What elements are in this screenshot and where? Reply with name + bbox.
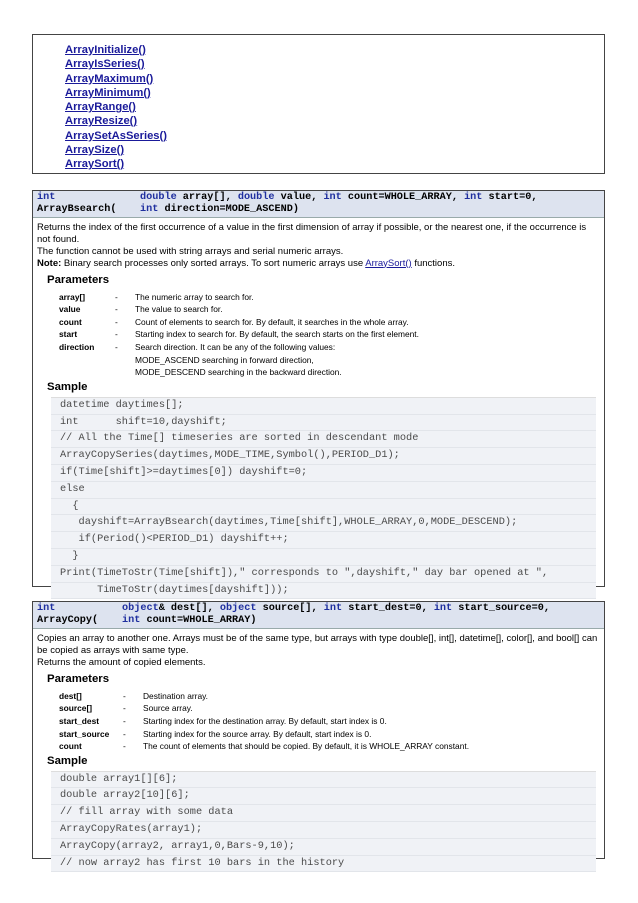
parameter-description-line: The value to search for. [135, 304, 223, 315]
description-text: Copies an array to another one. Arrays must be of the same type, but arrays with type double[], int[], datetime[], color[], and bool[] can be copied as arrays with same type. [37, 633, 598, 656]
parameter-name: dest[] [59, 690, 82, 701]
type-keyword: int [323, 603, 343, 614]
code-line: } [51, 549, 596, 566]
parameter-description-line: MODE_ASCEND searching in forward direction, [135, 354, 314, 365]
see-also-link[interactable]: ArrayRange() [65, 101, 136, 114]
parameter-description-line: The numeric array to search for. [135, 291, 254, 302]
parameter-description-line: Starting index for the source array. By default, start index is 0. [143, 728, 372, 739]
parameter-row [59, 715, 604, 728]
description-text-2: The function cannot be used with string arrays and serial numeric arrays. [37, 245, 344, 257]
signature-text: value, [274, 192, 324, 203]
description-text-2: Returns the amount of copied elements. [37, 656, 206, 668]
return-type: int [37, 192, 56, 203]
signature-text: source[], [256, 603, 324, 614]
description [37, 222, 600, 270]
see-also-link[interactable]: ArrayInitialize() [65, 44, 146, 56]
function-signature [33, 602, 604, 629]
parameter-name: start_dest [59, 715, 100, 726]
arraysort-link[interactable]: ArraySort() [365, 257, 412, 269]
parameters-heading: Parameters [47, 273, 110, 286]
parameter-dash: - [115, 291, 118, 302]
see-also-link[interactable]: ArrayMaximum() [65, 72, 154, 85]
parameter-name: start [59, 329, 78, 340]
parameter-description-line: Starting index for the destination array. By default, start index is 0. [143, 715, 387, 726]
see-also-link[interactable]: ArraySetAsSeries() [65, 129, 167, 142]
parameter-description [143, 702, 604, 715]
signature-text: & dest[], [158, 603, 220, 614]
return-type: int [37, 603, 56, 614]
code-line: if(Time[shift]>=daytimes[0]) dayshift=0; [51, 465, 596, 482]
see-also-link[interactable]: ArraySize() [65, 144, 125, 157]
code-line: ArrayCopySeries(daytimes,MODE_TIME,Symbol(),PERIOD_D1); [51, 448, 596, 465]
code-line: double array1[][6]; [51, 772, 596, 789]
parameter-dash: - [115, 329, 118, 340]
parameter-row [59, 316, 604, 329]
signature-text: start_source=0, [452, 603, 550, 614]
parameter-row [59, 341, 604, 379]
parameter-name: source[] [59, 703, 93, 714]
arraybsearch-section [32, 190, 605, 596]
code-line: TimeToStr(daytimes[dayshift])); [51, 583, 596, 600]
parameter-name: start_source [59, 728, 110, 739]
parameter-row [59, 702, 604, 715]
parameters-heading: Parameters [47, 672, 110, 685]
type-keyword: int [323, 192, 342, 203]
type-keyword: int [464, 192, 483, 203]
see-also-link[interactable]: ArrayResize() [65, 115, 138, 128]
see-also-box [32, 34, 605, 174]
sample-heading: Sample [47, 754, 88, 767]
parameter-dash: - [115, 304, 118, 315]
parameter-description [135, 291, 604, 304]
signature-line-2 [122, 615, 257, 627]
sample-heading: Sample [47, 380, 88, 393]
type-keyword: double [237, 192, 275, 203]
code-line: { [51, 499, 596, 516]
type-keyword: int [122, 615, 141, 626]
signature-text: count=WHOLE_ARRAY, [341, 192, 465, 203]
type-keyword: int [433, 603, 453, 614]
signature-line-1 [140, 192, 537, 204]
signature-text: count=WHOLE_ARRAY) [140, 615, 257, 626]
parameter-description-line: Count of elements to search for. By default, it searches in the whole array. [135, 316, 409, 327]
function-name: ArrayBsearch( [37, 204, 117, 215]
code-line: // now array2 has first 10 bars in the history [51, 856, 596, 873]
note-label: Note: [37, 257, 62, 269]
parameter-description-line: Search direction. It can be any of the following values: [135, 342, 336, 352]
signature-text: array[], [176, 192, 238, 203]
parameter-dash: - [115, 342, 118, 352]
note-end: functions. [411, 257, 455, 269]
code-line: ArrayCopy(array2, array1,0,Bars-9,10); [51, 839, 596, 856]
parameter-dash: - [123, 741, 126, 752]
parameter-description [143, 728, 604, 741]
parameter-name: direction [59, 342, 95, 352]
parameter-row [59, 728, 604, 741]
parameter-row [59, 303, 604, 316]
see-also-links [65, 43, 167, 172]
parameter-name: array[] [59, 291, 86, 302]
see-also-link[interactable]: ArraySort() [65, 158, 125, 171]
parameters-list [59, 291, 604, 379]
signature-text: start=0, [482, 192, 538, 203]
description-text: Returns the index of the first occurrence of a value in the first dimension of array if possible, or the nearest one, if the occurrence is not found. [37, 222, 587, 245]
parameter-description [143, 715, 604, 728]
parameter-dash: - [115, 316, 118, 327]
parameter-name: count [59, 741, 82, 752]
function-name: ArrayCopy( [37, 615, 99, 626]
signature-line-1 [122, 603, 550, 615]
parameters-list [59, 690, 604, 753]
parameter-description-line: The count of elements that should be copied. By default, it is WHOLE_ARRAY constant. [143, 741, 470, 752]
parameter-description [135, 328, 604, 341]
type-keyword: object [122, 603, 159, 614]
parameter-dash: - [123, 690, 126, 701]
parameter-dash: - [123, 728, 126, 739]
note [37, 258, 600, 270]
note-text: Binary search processes only sorted arrays. To sort numeric arrays use [61, 257, 366, 269]
parameter-dash: - [123, 715, 126, 726]
signature-text: direction=MODE_ASCEND) [158, 204, 299, 215]
type-keyword: object [219, 603, 257, 614]
arraycopy-section [32, 601, 605, 869]
see-also-link[interactable]: ArrayMinimum() [65, 86, 151, 99]
parameter-description [135, 316, 604, 329]
parameter-description-line: MODE_DESCEND searching in the backward direction. [135, 367, 342, 378]
parameter-row [59, 328, 604, 341]
parameter-description [135, 341, 604, 379]
code-line: datetime daytimes[]; [51, 398, 596, 415]
parameter-name: value [59, 304, 81, 315]
code-line: double array2[10][6]; [51, 788, 596, 805]
code-sample [51, 771, 596, 873]
parameter-description [143, 690, 604, 703]
parameter-description-line: Starting index to search for. By default, the search starts on the first element. [135, 329, 419, 340]
code-line: int shift=10,dayshift; [51, 415, 596, 432]
see-also-link[interactable]: ArrayIsSeries() [65, 58, 145, 71]
parameter-row [59, 690, 604, 703]
parameter-description [135, 303, 604, 316]
code-line: // fill array with some data [51, 805, 596, 822]
code-sample [51, 397, 596, 600]
description [37, 633, 600, 669]
function-signature [33, 191, 604, 218]
parameter-description [143, 740, 604, 753]
parameter-description-line: Source array. [143, 703, 193, 714]
signature-text: start_dest=0, [342, 603, 434, 614]
parameter-description-line: Destination array. [143, 690, 209, 701]
code-line: if(Period()<PERIOD_D1) dayshift++; [51, 532, 596, 549]
code-line: else [51, 482, 596, 499]
parameter-name: count [59, 316, 82, 327]
parameter-dash: - [123, 703, 126, 714]
code-line: Print(TimeToStr(Time[shift])," corresponds to ",dayshift," day bar opened at ", [51, 566, 596, 583]
parameter-row [59, 291, 604, 304]
parameter-row [59, 740, 604, 753]
type-keyword: int [140, 204, 159, 215]
type-keyword: double [140, 192, 177, 203]
code-line: dayshift=ArrayBsearch(daytimes,Time[shift],WHOLE_ARRAY,0,MODE_DESCEND); [51, 515, 596, 532]
signature-line-2 [140, 204, 299, 216]
code-line: // All the Time[] timeseries are sorted in descendant mode [51, 431, 596, 448]
code-line: ArrayCopyRates(array1); [51, 822, 596, 839]
